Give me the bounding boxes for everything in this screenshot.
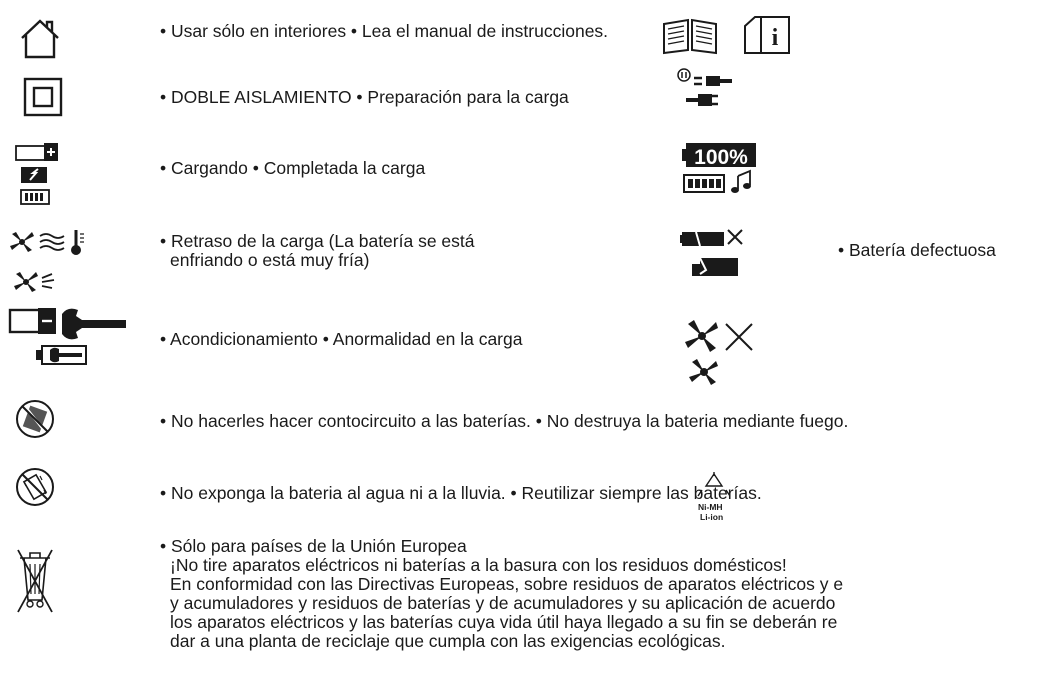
double-insulation-icon xyxy=(23,77,63,117)
eu-line-1: • Sólo para países de la Unión Europea xyxy=(160,536,467,556)
eu-line-2: ¡No tire aparatos eléctricos ni baterías a la basura con los residuos domésticos! xyxy=(170,555,787,575)
row-delay-line1: • Retraso de la carga (La batería se está xyxy=(160,231,475,251)
recycle-label-liion: Li-ion xyxy=(700,512,724,522)
crossed-bin-icon xyxy=(16,548,54,614)
fan-heat-icon xyxy=(8,226,108,296)
row-defective: • Batería defectuosa xyxy=(838,240,996,260)
battery-charging-icon xyxy=(14,140,64,210)
info-icon xyxy=(741,14,793,56)
eu-line-4: y acumuladores y residuos de baterías y de acumuladores y su aplicación de acuerdo xyxy=(170,593,836,613)
row-indoor-manual: • Usar sólo en interiores • Lea el manual de instrucciones. xyxy=(160,21,609,41)
svg-text:i: i xyxy=(771,25,779,51)
row-conditioning: • Acondicionamiento • Anormalidad en la carga xyxy=(160,329,523,349)
row-delay-line2: enfriando o está muy fría) xyxy=(170,250,370,270)
house-icon xyxy=(18,18,62,60)
battery-full-icon xyxy=(680,140,760,198)
no-short-circuit-icon xyxy=(14,398,56,440)
battery-full-label: 100% xyxy=(694,146,748,169)
row-no-short-fire: • No hacerles hacer contocircuito a las baterías. • No destruya la bateria mediante fuego. xyxy=(160,411,849,431)
row-double-insulation: • DOBLE AISLAMIENTO • Preparación para la carga xyxy=(160,87,569,107)
recycle-icon xyxy=(692,470,736,498)
charging-plug-icon xyxy=(676,66,748,114)
row-no-water-reuse: • No exponga la bateria al agua ni a la lluvia. • Reutilizar siempre las baterías. xyxy=(160,483,762,503)
wrench-battery-icon xyxy=(6,304,130,370)
manual-book-icon xyxy=(660,16,720,56)
fan-fault-icon xyxy=(682,316,764,388)
eu-line-5: los aparatos eléctricos y las baterías cuya vida útil haya llegado a su fin se deberán re xyxy=(170,612,838,632)
eu-line-6: dar a una planta de reciclaje que cumpla con las exigencias ecológicas. xyxy=(170,631,726,651)
no-water-icon xyxy=(14,466,56,508)
recycle-label-nimh: Ni-MH xyxy=(698,502,723,512)
row-charging: • Cargando • Completada la carga xyxy=(160,158,426,178)
eu-line-3: En conformidad con las Directivas Europeas, sobre residuos de aparatos eléctricos y e xyxy=(170,574,844,594)
battery-defective-icon xyxy=(678,226,762,282)
